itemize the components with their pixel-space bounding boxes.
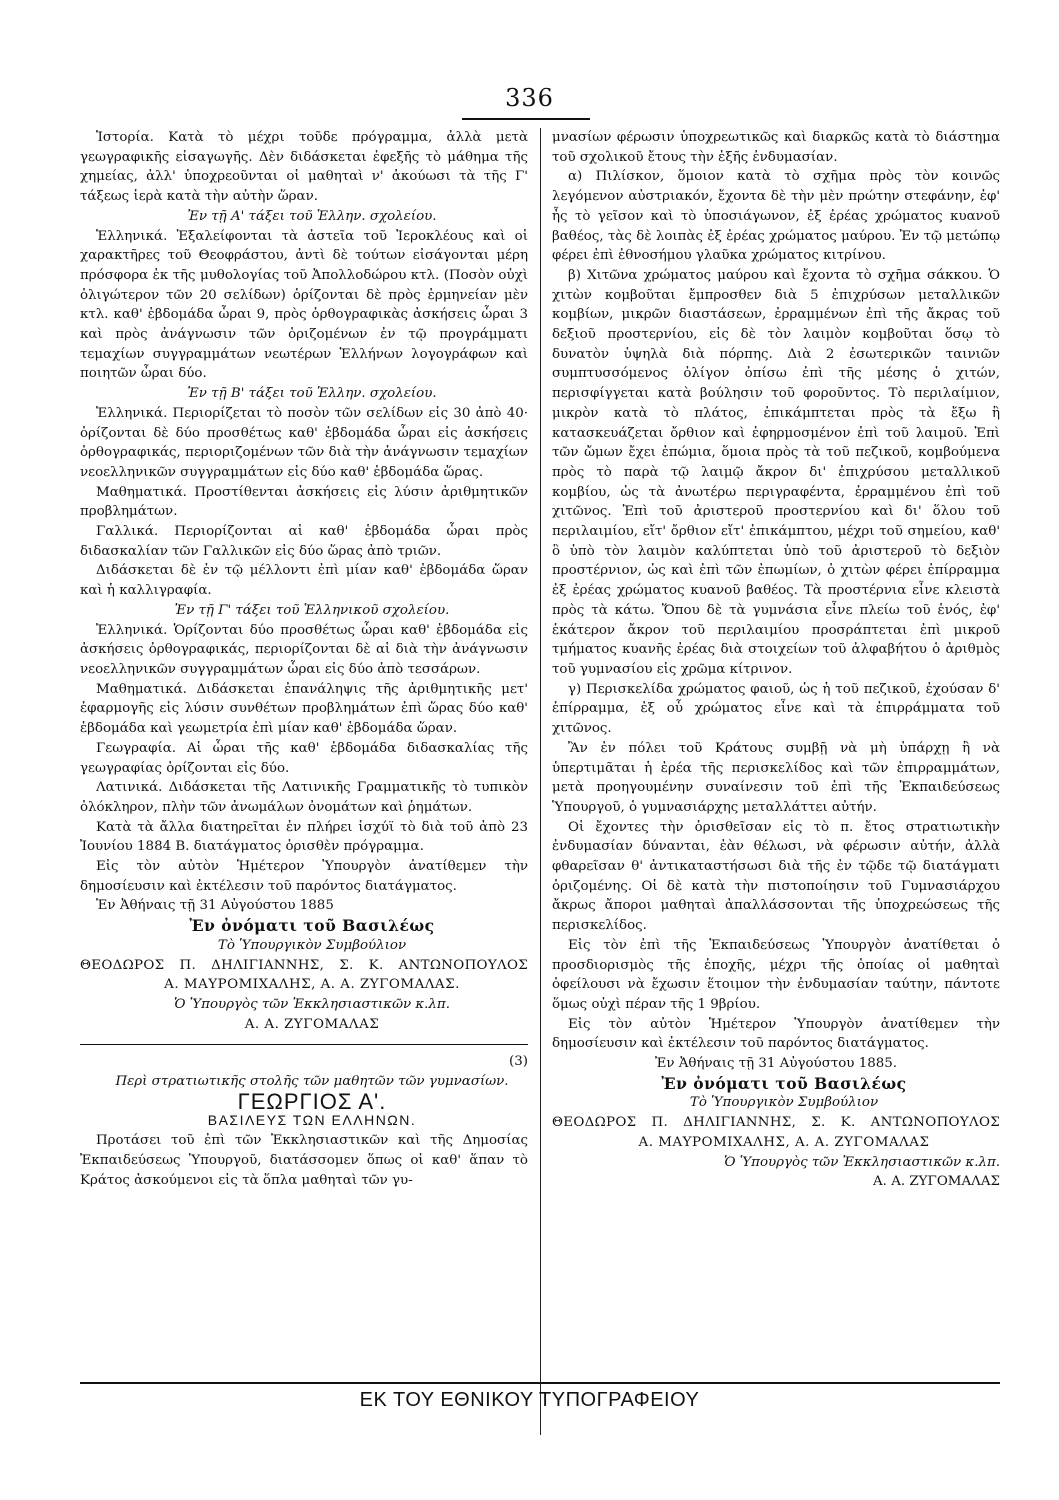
page-number: 336 bbox=[505, 84, 554, 112]
paragraph: Οἱ ἔχοντες τὴν ὁρισθεῖσαν εἰς τὸ π. ἔτος στρατιωτικὴν ἐνδυμασίαν δύνανται, ἐὰν θέλωσι, νὰ φέρωσιν αὐτήν, ἀλλὰ φθαρεῖσαν θ' ἀντικαταστήσωσι διὰ τῆς ἐν τῷδε τῷ διατάγματι ὁριζομένης. Οἱ δὲ κατὰ τὴν πιστοποίησιν τοῦ Γυμνασιάρχου ἄκρως ἄποροι μαθηταὶ ἀπαλλάσσονται τῆς ὑποχρεώσεως τῆς περισκελίδος. bbox=[552, 819, 1000, 934]
paragraph: Ἑλληνικά. Ὁρίζονται δύο προσθέτως ὧραι καθ' ἑβδομάδα εἰς ἀσκήσεις ὀρθογραφικάς, περιορίζονται δὲ αἱ διὰ τὴν ἀνάγνωσιν νεοελληνικῶν συγγραμμάτων ὧραι εἰς δύο ἀπὸ τεσσάρων. bbox=[80, 622, 528, 677]
paragraph: Γεωγραφία. Αἱ ὧραι τῆς καθ' ἑβδομάδα διδασκαλίας τῆς γεωγραφίας ὁρίζονται εἰς δύο. bbox=[80, 740, 528, 776]
paragraph: Διδάσκεται δὲ ἐν τῷ μέλλοντι ἐπὶ μίαν καθ' ἑβδομάδα ὥραν καὶ ἡ καλλιγραφία. bbox=[80, 563, 528, 599]
paragraph: Προτάσει τοῦ ἐπὶ τῶν Ἐκκλησιαστικῶν καὶ τῆς Δημοσίας Ἐκπαιδεύσεως Ὑπουργοῦ, διατάσσομεν ὅπως οἱ καθ' ἅπαν τὸ Κράτος ἀσκούμενοι εἰς τὰ ὅπλα μαθηταὶ τῶν γυ- bbox=[80, 1133, 528, 1188]
signatories-line-1: ΘΕΟΔΩΡΟΣ Π. ΔΗΛΙΓΙΑΝΝΗΣ, Σ. Κ. ΑΝΤΩΝΟΠΟΥΛΟΣ bbox=[80, 957, 528, 973]
column-divider bbox=[540, 128, 541, 1435]
paragraph: Μαθηματικά. Προστίθενται ἀσκήσεις εἰς λύσιν ἀριθμητικῶν προβλημάτων. bbox=[80, 484, 528, 520]
section-heading: Ἐν τῇ Γ' τάξει τοῦ Ἑλληνικοῦ σχολείου. bbox=[174, 602, 450, 618]
paragraph: α) Πιλίσκον, ὅμοιον κατὰ τὸ σχῆμα πρὸς τὸν κοινῶς λεγόμενον αὐστριακόν, ἔχοντα δὲ τὴν μὲν πρώτην στεφάνην, ἐφ' ἧς τὸ γεῖσον καὶ τὸ ὑποσιάγωνον, ἐξ ἐρέας χρώματος κυανοῦ βαθέος, τὰς δὲ λοιπὰς ἐξ ἐρέας χρώματος μαύρου. Ἐν τῷ μετώπῳ φέρει ἐπὶ ἐθνοσήμου γλαῦκα χρώματος κιτρίνου. bbox=[552, 169, 1000, 264]
decree-separator bbox=[80, 1044, 528, 1046]
paragraph: Γαλλικά. Περιορίζονται αἱ καθ' ἑβδομάδα ὧραι πρὸς διδασκαλίαν τῶν Γαλλικῶν εἰς δύο ὥρας ἀπὸ τριῶν. bbox=[80, 524, 528, 559]
paragraph: Ἂν ἐν πόλει τοῦ Κράτους συμβῇ νὰ μὴ ὑπάρχῃ ἢ νὰ ὑπερτιμᾶται ἡ ἐρέα τῆς περισκελίδος καὶ τῶν ἐπιρραμμάτων, μετὰ προηγουμένην συναίνεσιν τοῦ ἐπὶ τῆς Ἐκπαιδεύσεως Ὑπουργοῦ, ὁ γυμνασιάρχης μεταλλάττει αὐτήν. bbox=[552, 740, 1000, 815]
paragraph: β) Χιτῶνα χρώματος μαύρου καὶ ἔχοντα τὸ σχῆμα σάκκου. Ὁ χιτὼν κομβοῦται ἔμπροσθεν διὰ 5 ἐπιχρύσων μεταλλικῶν κομβίων, μικρῶν διαστάσεων, ἐρραμμένων ἐπὶ τῆς ἄκρας τοῦ δεξιοῦ προστερνίου, εἰς δὲ τὸν λαιμὸν κομβοῦται ὅσῳ τὸ δυνατὸν ὑψηλὰ διὰ πόρπης. Διὰ 2 ἐσωτερικῶν ταινιῶν συμπτυσσόμενος ὀλίγον ὀπίσω ἐπὶ τῆς μέσης ὁ χιτών, περισφίγγεται κατὰ βούλησιν τοῦ φοροῦντος. Τὸ περιλαίμιον, μικρὸν κατὰ τὸ πλάτος, ἐπικάμπτεται πρὸς τὰ ἔξω ἢ κατασκευάζεται ὄρθιον καὶ ἐφηρμοσμένον ἐπὶ τοῦ λαιμοῦ. Ἐπὶ τῶν ὤμων ἔχει ἐπώμια, ὅμοια πρὸς τὰ τοῦ πεζικοῦ, κομβούμενα πρὸς τὸ παρὰ τῷ λαιμῷ ἄκρον δι' ἐπιχρύσου μεταλλικοῦ κομβίου, ὡς τὰ ἀνωτέρω περιγραφέντα, ἐρραμμένου ἐπὶ τοῦ χιτῶνος. Ἐπὶ τοῦ ἀριστεροῦ προστερνίου καὶ δι' ὅλου τοῦ περιλαιμίου, εἴτ' ὄρθιον εἴτ' ἐπικάμπτου, μέχρι τοῦ σημείου, καθ' ὃ ὑπὸ τὸν λαιμὸν καλύπτεται ὑπὸ τοῦ ἀριστεροῦ τὸ δεξιὸν προστέρνιον, ὡς καὶ ἐπὶ τῶν ἐπωμίων, ὁ χιτὼν φέρει ἐπίρραμμα ἐξ ἐρέας χρώματος κυανοῦ βαθέος. Τὰ προστέρνια εἶνε κλειστὰ πρὸς τὰ κάτω. Ὅπου δὲ τὰ γυμνάσια εἶνε πλείω τοῦ ἑνός, ἐφ' ἑκάτερον ἄκρον τοῦ περιλαιμίου προσράπτεται ἐπὶ μικροῦ τμήματος κυανῆς ἐρέας διὰ στοιχείων τοῦ ἀλφαβήτου ὁ ἀριθμὸς τοῦ γυμνασίου εἰς χρῶμα κίτρινον. bbox=[552, 267, 1000, 677]
paragraph: Εἰς τὸν αὐτὸν Ἡμέτερον Ὑπουργὸν ἀνατίθεμεν τὴν δημοσίευσιν καὶ ἐκτέλεσιν τοῦ παρόντος διατάγματος. bbox=[552, 1016, 1000, 1052]
footer-rule bbox=[80, 1382, 1000, 1384]
right-column bbox=[552, 128, 1000, 1192]
section-heading: Ἐν τῇ Α' τάξει τοῦ Ἑλλην. σχολείου. bbox=[187, 208, 437, 224]
top-rule bbox=[462, 118, 590, 120]
minister-name: Α. Α. ΖΥΓΟΜΑΛΑΣ bbox=[873, 1174, 1000, 1190]
paragraph: μνασίων φέρωσιν ὑποχρεωτικῶς καὶ διαρκῶς κατὰ τὸ διάστημα τοῦ σχολικοῦ ἔτους τὴν ἑξῆς ἐνδυμασίαν. bbox=[552, 130, 1000, 165]
paragraph: Ἑλληνικά. Ἐξαλείφονται τὰ ἀστεῖα τοῦ Ἱεροκλέους καὶ οἱ χαρακτῆρες τοῦ Θεοφράστου, ἀντὶ δὲ τούτων εἰσάγονται μέρη πρόσφορα ἐκ τῆς μυθολογίας τοῦ Ἀπολλοδώρου κτλ. (Ποσὸν οὐχὶ ὀλιγώτερον τῶν 20 σελίδων) ὁρίζονται δὲ πρὸς ἑρμηνείαν μὲν κτλ. καθ' ἑβδομάδα ὧραι 9, πρὸς ὀρθογραφικὰς ἀσκήσεις ὧραι 3 καὶ πρὸς ἀνάγνωσιν τῶν ὁριζομένων ἐν τῷ προγράμματι τεμαχίων συγγραμμάτων νεωτέρων Ἑλλήνων λογογράφων καὶ ποιητῶν ὧραι δύο. bbox=[80, 228, 528, 382]
paragraph: Μαθηματικά. Διδάσκεται ἐπανάληψις τῆς ἀριθμητικῆς μετ' ἐφαρμογῆς εἰς λύσιν συνθέτων προβλημάτων ἐπὶ ὥρας δύο καθ' ἑβδομάδα καὶ γεωμετρία ἐπὶ μίαν καθ' ἑβδομάδα ὥραν. bbox=[80, 681, 528, 737]
paragraph: Ἱστορία. Κατὰ τὸ μέχρι τοῦδε πρόγραμμα, ἀλλὰ μετὰ γεωγραφικῆς εἰσαγωγῆς. Δὲν διδάσκεται ἐφεξῆς τὸ μάθημα τῆς χημείας, ἀλλ' ὑποχρεοῦνται οἱ μαθηταὶ ν' ἀκούωσι τὰ τῆς Γ' τάξεως ἱερὰ κατὰ τὴν αὐτὴν ὥραν. bbox=[80, 130, 528, 205]
date-line: Ἐν Ἀθήναις τῇ 31 Αὐγούστου 1885. bbox=[654, 1056, 898, 1072]
king-title: ΒΑΣΙΛΕΥΣ ΤΩΝ ΕΛΛΗΝΩΝ. bbox=[207, 1112, 417, 1129]
council-heading: Τὸ Ὑπουργικὸν Συμβούλιον bbox=[217, 937, 407, 953]
date-line: Ἐν Ἀθήναις τῇ 31 Αὐγούστου 1885 bbox=[96, 898, 334, 914]
paragraph: Εἰς τὸν αὐτὸν Ἡμέτερον Ὑπουργὸν ἀνατίθεμεν τὴν δημοσίευσιν καὶ ἐκτέλεσιν τοῦ παρόντος διατάγματος. bbox=[80, 859, 528, 894]
paragraph: Κατὰ τὰ ἄλλα διατηρεῖται ἐν πλήρει ἰσχύϊ τὸ διὰ τοῦ ἀπὸ 23 Ἰουνίου 1884 Β. διατάγματος ὁρισθὲν πρόγραμμα. bbox=[80, 819, 528, 855]
signatories-line-2: Α. ΜΑΥΡΟΜΙΧΑΛΗΣ, Α. Α. ΖΥΓΟΜΑΛΑΣ bbox=[638, 1134, 930, 1150]
paragraph: Λατινικά. Διδάσκεται τῆς Λατινικῆς Γραμματικῆς τὸ τυπικὸν ὁλόκληρον, πλὴν τῶν ἀνωμάλων ὀνομάτων καὶ ῥημάτων. bbox=[80, 780, 528, 815]
council-heading: Τὸ Ὑπουργικὸν Συμβούλιον bbox=[689, 1095, 879, 1111]
king-name: ΓΕΩΡΓΙΟΣ Α'. bbox=[237, 1088, 387, 1114]
minister-name: Α. Α. ΖΥΓΟΜΑΛΑΣ bbox=[244, 1016, 380, 1032]
printer-footer: ΕΚ ΤΟΥ ΕΘΝΙΚΟΥ ΤΥΠΟΓΡΑΦΕΙΟΥ bbox=[359, 1389, 700, 1411]
signatories-line-2: Α. ΜΑΥΡΟΜΙΧΑΛΗΣ, Α. Α. ΖΥΓΟΜΑΛΑΣ. bbox=[164, 977, 460, 993]
paragraph: Ἑλληνικά. Περιορίζεται τὸ ποσὸν τῶν σελίδων εἰς 30 ἀπὸ 40· ὁρίζονται δὲ δύο προσθέτως καθ' ἑβδομάδα ὧραι εἰς ἀσκήσεις ὀρθογραφικάς, περιοριζομένων τῶν διὰ τὴν ἀνάγνωσιν τεμαχίων νεοελληνικῶν συγγραμμάτων εἰς δύο καθ' ἑβδομάδα ὥρας. bbox=[80, 405, 528, 480]
paragraph: Εἰς τὸν ἐπὶ τῆς Ἐκπαιδεύσεως Ὑπουργὸν ἀνατίθεται ὁ προσδιορισμὸς τῆς ἐποχῆς, μέχρι τῆς ὁποίας οἱ μαθηταὶ ὀφείλουσι νὰ ἔχωσιν ἕτοιμον τὴν ἐνδυμασίαν ταύτην, πάντοτε ὅμως οὐχὶ πέραν τῆς 1 9βρίου. bbox=[552, 937, 1000, 1012]
minister-title: Ὁ Ὑπουργὸς τῶν Ἐκκλησιαστικῶν κ.λπ. bbox=[724, 1154, 1000, 1170]
king-heading: Ἐν ὀνόματι τοῦ Βασιλέως bbox=[189, 916, 435, 936]
section-heading: Ἐν τῇ Β' τάξει τοῦ Ἑλλην. σχολείου. bbox=[187, 386, 437, 402]
minister-title: Ὁ Ὑπουργὸς τῶν Ἐκκλησιαστικῶν κ.λπ. bbox=[174, 996, 450, 1012]
decree-number: (3) bbox=[509, 1054, 528, 1070]
left-column bbox=[80, 128, 528, 1190]
decree-title: Περὶ στρατιωτικῆς στολῆς τῶν μαθητῶν τῶν γυμνασίων. bbox=[115, 1074, 509, 1090]
signatories-line-1: ΘΕΟΔΩΡΟΣ Π. ΔΗΛΙΓΙΑΝΝΗΣ, Σ. Κ. ΑΝΤΩΝΟΠΟΥΛΟΣ bbox=[552, 1115, 1000, 1131]
paragraph: γ) Περισκελίδα χρώματος φαιοῦ, ὡς ἡ τοῦ πεζικοῦ, ἐχούσαν δ' ἐπίρραμμα, ἐξ οὗ χρώματος εἶνε καὶ τὰ ἐπιρράμματα τοῦ χιτῶνος. bbox=[552, 681, 1000, 737]
king-heading: Ἐν ὀνόματι τοῦ Βασιλέως bbox=[661, 1073, 907, 1093]
